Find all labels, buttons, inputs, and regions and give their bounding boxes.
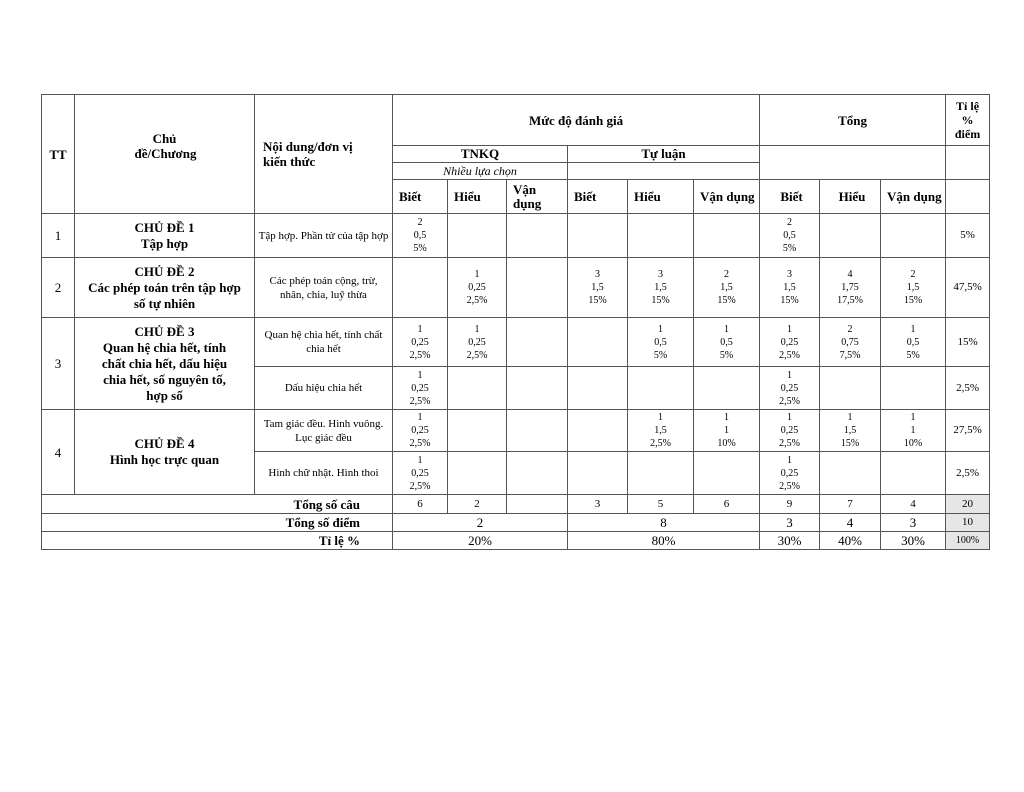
cell-line: 2 [787,217,793,228]
summary-questions-total: 20 [946,495,990,514]
cell-line: 1 [417,369,423,381]
data-cell [694,367,760,410]
summary-question-count: 7 [820,495,881,514]
data-cell [448,214,507,258]
header-ratio-blank [946,146,990,180]
col-biet-tnkq: Biết [393,180,448,214]
data-cell [393,318,448,367]
data-cell [393,367,448,410]
ratio-cell: 27,5% [946,410,990,452]
summary-ratio-label: Tỉ lệ % [42,532,393,550]
col-hieu-tuluan: Hiểu [628,180,694,214]
summary-questions-label: Tổng số câu [42,495,393,514]
header-topic-text: Chủ đề/Chương [134,131,197,161]
data-cell [881,410,946,452]
cell-line: 0,25 [411,382,429,394]
cell-line: 0,5 [906,336,920,348]
cell-line: 2,5% [650,438,671,449]
header-ratio-text: Tỉ lệ % điểm [954,99,981,141]
cell-line: 1 [417,412,423,423]
cell-line: 1 [474,323,480,335]
cell-line: 5% [906,349,920,361]
topic-number: 4 [42,410,75,495]
cell-line: 2 [847,323,853,335]
topic-cell [75,318,255,410]
data-cell [881,214,946,258]
cell-line: 0,5 [413,230,427,241]
cell-line: 2,5% [779,480,800,492]
topic-number: 3 [42,318,75,410]
cell-line: 0,25 [411,425,429,436]
data-cell [820,318,881,367]
cell-line: 3 [787,269,793,280]
ratio-cell: 2,5% [946,367,990,410]
header-tuluan: Tự luận [568,146,760,163]
data-cell [568,410,628,452]
data-cell [760,318,820,367]
cell-line: 1 [910,425,916,436]
col-vandung-total: Vận dụng [881,180,946,214]
data-cell [694,318,760,367]
header-tnkq: TNKQ [393,146,568,163]
topic-title: CHỦ ĐỀ 4 [134,436,195,451]
data-cell [694,410,760,452]
data-cell [393,410,448,452]
data-cell [393,214,448,258]
cell-line: 2,5% [409,438,431,449]
header-nhieu-lua-chon: Nhiều lựa chọn [393,163,568,180]
data-cell [628,318,694,367]
data-cell [760,410,820,452]
cell-line: 17,5% [837,295,863,306]
data-cell [568,258,628,318]
data-cell [448,452,507,495]
data-cell [760,367,820,410]
cell-line: 1 [910,412,916,423]
cell-line: 0,25 [411,336,429,348]
table-row [42,214,990,258]
cell-line: 1 [910,323,916,335]
cell-line: 2,5% [779,349,800,361]
cell-line: 0,5 [720,336,733,348]
cell-line: 0,25 [468,336,486,348]
data-cell [760,452,820,495]
summary-question-count: 6 [393,495,448,514]
cell-line: 10% [903,438,923,449]
summary-points-biet: 3 [760,514,820,532]
summary-question-count: 3 [568,495,628,514]
cell-line: 1 [787,369,793,381]
data-cell [628,214,694,258]
data-cell [694,258,760,318]
data-cell [393,258,448,318]
topic-subtitle: Tập hợp [140,235,189,251]
topic-title: CHỦ ĐỀ 3 [134,323,195,339]
cell-line: 0,25 [411,467,429,479]
data-cell [820,410,881,452]
summary-points-sum: 10 [946,514,990,532]
cell-line: 5% [719,349,734,361]
ratio-cell: 47,5% [946,258,990,318]
summary-question-count: 2 [448,495,507,514]
summary-points-label: Tổng số điểm [42,514,393,532]
table-row [42,318,990,367]
col-biet-tuluan: Biết [568,180,628,214]
header-topic [75,95,255,214]
summary-points-tnkq: 2 [393,514,568,532]
table-row [42,410,990,452]
summary-question-count: 5 [628,495,694,514]
summary-ratio-tnkq: 20% [393,532,568,550]
data-cell [393,452,448,495]
cell-line: 1 [724,323,730,335]
data-cell [694,214,760,258]
unit-cell: Dấu hiệu chia hết [255,367,393,410]
data-cell [507,258,568,318]
topic-number: 2 [42,258,75,318]
cell-line: 1 [658,412,663,423]
header-ratio [946,95,990,146]
cell-line: 2,5% [466,295,488,306]
cell-line: 0,25 [780,467,799,479]
summary-points-hieu: 4 [820,514,881,532]
cell-line: 15% [903,295,923,306]
topic-subtitle: Các phép toán trên tập hợp số tự nhiên [88,279,241,311]
cell-line: 2 [910,269,916,280]
data-cell [568,367,628,410]
cell-line: 1 [474,269,480,280]
cell-line: 5% [413,243,427,254]
topic-title: CHỦ ĐỀ 1 [134,219,195,235]
data-cell [628,367,694,410]
col-ratio-blank [946,180,990,214]
topic-number: 1 [42,214,75,258]
ratio-cell: 15% [946,318,990,367]
cell-line: 2,5% [409,349,431,361]
summary-question-count: 6 [694,495,760,514]
cell-line: 0,5 [783,230,796,241]
col-vandung-tuluan: Vận dụng [694,180,760,214]
header-unit [255,95,393,214]
cell-line: 1,75 [841,282,859,293]
header-unit-text: Nội dung/đơn vị kiến thức [263,139,353,169]
cell-line: 1 [787,454,793,466]
cell-line: 2,5% [409,395,431,407]
data-cell [820,367,881,410]
cell-line: 2 [724,269,730,280]
unit-cell: Hình chữ nhật. Hình thoi [255,452,393,495]
data-cell [507,367,568,410]
cell-line: 1,5 [654,425,667,436]
summary-points-row [42,514,990,532]
cell-line: 2,5% [779,395,800,407]
cell-line: 15% [588,295,607,306]
col-hieu-tnkq: Hiểu [448,180,507,214]
topic-subtitle: Hình học trực quan [109,452,220,467]
cell-line: 1 [787,323,793,335]
cell-line: 0,75 [841,336,859,348]
topic-cell [75,258,255,318]
summary-question-count [507,495,568,514]
header-level: Mức độ đánh giá [393,95,760,146]
header-tuluan-blank [568,163,760,180]
data-cell [568,318,628,367]
cell-line: 1 [847,412,853,423]
topic-title: CHỦ ĐỀ 2 [134,263,195,279]
data-cell [820,258,881,318]
unit-cell: Các phép toán cộng, trừ, nhân, chia, luỹ thừa [255,258,393,318]
data-cell [507,318,568,367]
summary-ratio-tuluan: 80% [568,532,760,550]
summary-ratio-hieu: 40% [820,532,881,550]
summary-ratio-sum: 100% [946,532,990,550]
cell-line: 3 [595,269,600,280]
cell-line: 1,5 [906,282,920,293]
cell-line: 15% [780,295,799,306]
data-cell [448,367,507,410]
col-biet-total: Biết [760,180,820,214]
header-tt: TT [42,95,75,214]
unit-cell: Tam giác đều. Hình vuông. Lục giác đều [255,410,393,452]
cell-line: 5% [782,243,797,254]
header-total: Tổng [760,95,946,146]
cell-line: 2,5% [779,438,800,449]
topic-subtitle: Quan hệ chia hết, tính chất chia hết, dấu hiệu chia hết, số nguyên tố, hợp số [101,339,228,403]
data-cell [448,318,507,367]
cell-line: 1,5 [720,282,733,293]
cell-line: 7,5% [839,349,861,361]
data-cell [760,214,820,258]
table-row [42,258,990,318]
cell-line: 1 [417,454,423,466]
data-cell [881,318,946,367]
cell-line: 1 [658,323,663,335]
cell-line: 1 [417,323,423,335]
cell-line: 0,25 [780,336,799,348]
ratio-cell: 2,5% [946,452,990,495]
cell-line: 0,25 [468,282,486,293]
unit-cell: Quan hệ chia hết, tính chất chia hết [255,318,393,367]
cell-line: 0,25 [780,425,799,436]
data-cell [568,214,628,258]
topic-cell [75,410,255,495]
cell-line: 15% [840,438,860,449]
cell-line: 2,5% [409,480,431,492]
data-cell [568,452,628,495]
data-cell [507,452,568,495]
unit-cell: Tập hợp. Phần tử của tập hợp [255,214,393,258]
data-cell [881,367,946,410]
cell-line: 1 [724,425,730,436]
summary-question-count: 9 [760,495,820,514]
cell-line: 0,25 [780,382,799,394]
data-cell [881,258,946,318]
cell-line: 15% [717,295,736,306]
data-cell [881,452,946,495]
data-cell [628,258,694,318]
ratio-cell: 5% [946,214,990,258]
cell-line: 10% [717,438,736,449]
cell-line: 1 [724,412,730,423]
data-cell [448,258,507,318]
cell-line: 1,5 [654,282,667,293]
cell-line: 2 [417,217,423,228]
data-cell [820,214,881,258]
cell-line: 1 [787,412,793,423]
summary-points-vandung: 3 [881,514,946,532]
data-cell [820,452,881,495]
summary-question-count: 4 [881,495,946,514]
data-cell [507,214,568,258]
data-cell [628,410,694,452]
col-hieu-total: Hiểu [820,180,881,214]
cell-line: 4 [847,269,853,280]
cell-line: 1,5 [783,282,796,293]
cell-line: 3 [658,269,663,280]
assessment-matrix-table [41,94,990,550]
data-cell [628,452,694,495]
summary-questions-row [42,495,990,514]
summary-points-tuluan: 8 [568,514,760,532]
col-vandung-tnkq: Vận dụng [507,180,568,214]
summary-ratio-row [42,532,990,550]
data-cell [760,258,820,318]
cell-line: 2,5% [466,349,488,361]
summary-ratio-biet: 30% [760,532,820,550]
header-total-blank [760,146,946,180]
data-cell [694,452,760,495]
cell-line: 1,5 [591,282,604,293]
topic-cell [75,214,255,258]
cell-line: 15% [651,295,670,306]
cell-line: 5% [653,349,668,361]
cell-line: 0,5 [654,336,667,348]
summary-ratio-vandung: 30% [881,532,946,550]
data-cell [448,410,507,452]
data-cell [507,410,568,452]
cell-line: 1,5 [843,425,857,436]
